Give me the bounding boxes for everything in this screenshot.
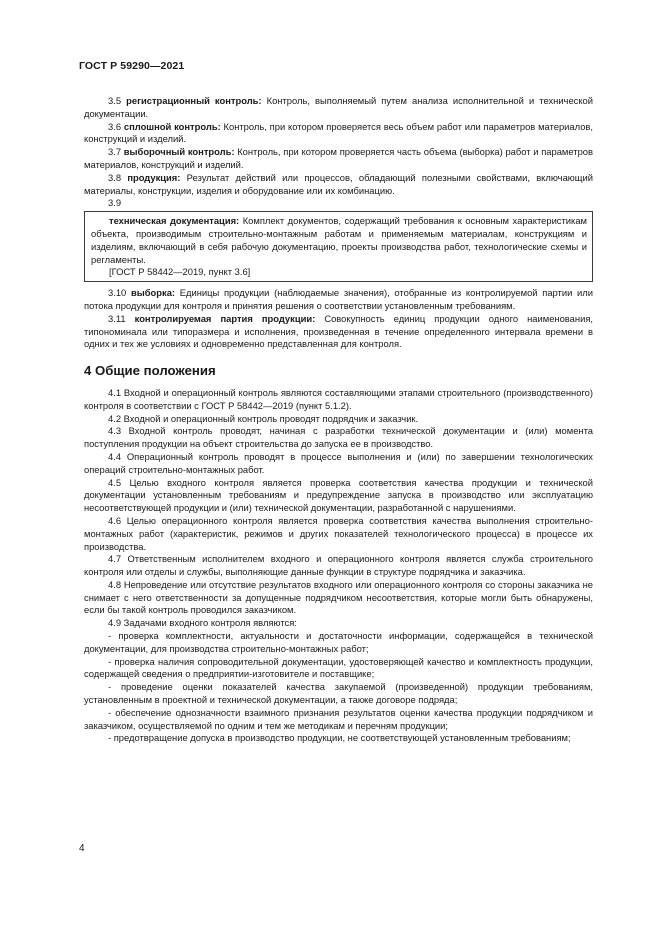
section-title: 4 Общие положения <box>84 363 216 379</box>
list-item: - проверка комплектности, актуальности и достаточности информации, содержащейся в технической документации, для производства строительно-монтажных работ; <box>84 630 593 654</box>
list-item: - предотвращение допуска в производство продукции, не соответствующей установленным требованиям; <box>108 732 571 744</box>
clause-3-7 <box>84 146 593 172</box>
clause-number: 3.10 <box>108 287 127 299</box>
clause-term: техническая документация: <box>109 215 240 227</box>
paragraph: 4.8 Непроведение или отсутствие результатов входного или операционного контроля со стороны заказчика не снимает с него ответственности за допущенные подрядчиком несоответствия, которые могли быть обнаружены, если бы такой контроль проводился заказчиком. <box>84 578 593 616</box>
quoted-definition-box <box>84 211 593 282</box>
clause-3-9 <box>91 215 587 266</box>
clause-term: выборка: <box>130 287 176 299</box>
clause-term: регистрационный контроль: <box>126 95 262 106</box>
clause-number: 3.5 <box>108 95 122 106</box>
clause-text: Комплект документов, содержащий требования к основным характеристикам объекта, производимым строительно-монтажным работам и применяемым материалам, конструкциям и изделиям, включающий в себя рабочую документацию, проекты производства работ, технологические схемы и регламенты. <box>91 215 587 265</box>
clause-3-9-number: 3.9 <box>108 197 122 209</box>
clause-term: контролируемая партия продукции: <box>134 312 316 324</box>
document-header: ГОСТ Р 59290—2021 <box>79 60 185 72</box>
clause-text: Контроль, при котором проверяется часть объема (выборка) работ и параметров материалов, конструкций и изделий. <box>84 146 593 170</box>
clause-text: Совокупность единиц продукции одного наименования, типономинала или типоразмера и исполнения, произведенная в течение определенного интервала времени в одних и тех же условиях и одновременно представленная для контроля. <box>84 312 593 350</box>
paragraph: 4.3 Входной контроль проводят, начиная с разработки технической документации и (или) момента поступления продукции на объект строительства до запуска ее в производство. <box>84 425 593 450</box>
clause-number: 3.11 <box>108 312 126 324</box>
clause-text: Результат действий или процессов, обладающий полезными свойствами, включающий материалы, конструкции, изделия и оборудование или их комбинацию. <box>84 171 593 196</box>
clause-text: Контроль, выполняемый путем анализа исполнительной и технической документации. <box>84 95 594 119</box>
clause-text: Контроль, при котором проверяется весь объем работ или параметров материалов, конструкций и изделий. <box>84 120 593 145</box>
source-reference: [ГОСТ Р 58442—2019, пункт 3.6] <box>109 266 251 278</box>
page-number: 4 <box>79 843 85 854</box>
clause-number: 3.8 <box>108 171 122 183</box>
clause-number: 3.7 <box>108 146 122 158</box>
clause-3-8 <box>84 172 593 198</box>
paragraph: 4.5 Целью входного контроля является проверка соответствия качества продукции и технической документации установленным требованиям и предупреждение запуска в производство или эксплуатацию несоответствующей продукции и (или) технической документации, разработанной с нарушениями. <box>84 476 593 514</box>
clause-term: сплошной контроль: <box>123 120 221 132</box>
paragraph: 4.9 Задачами входного контроля являются: <box>108 617 297 629</box>
clause-text: Единицы продукции (наблюдаемые значения), отобранные из контролируемой партии или потока продукции для контроля и принятия решения о соответствии установленным требованиям. <box>84 287 593 311</box>
clause-3-11 <box>84 313 593 351</box>
clause-term: выборочный контроль: <box>123 146 235 158</box>
paragraph: 4.6 Целью операционного контроля является проверка соответствия качества выполнения строительно-монтажных работ (характеристик, режимов и других показателей технологического процесса) в процессе их производства. <box>84 514 593 552</box>
clause-3-10 <box>84 287 593 313</box>
clause-term: продукция: <box>127 171 181 183</box>
paragraph: 4.7 Ответственным исполнителем входного и операционного контроля является служба строительного контроля или отделы и службы, выполняющие данные функции в структуре подрядчика и заказчика. <box>84 553 593 578</box>
list-item: - обеспечение однозначности взаимного признания результатов оценки качества продукции подрядчиком и заказчиком, осуществляемой по одним и тем же методикам и перечням продукции; <box>84 706 593 731</box>
clause-3-6 <box>84 121 593 147</box>
paragraph: 4.1 Входной и операционный контроль являются составляющими этапами строительного (производственного) контроля в соответствии с ГОСТ Р 58442—2019 (пункт 5.1.2). <box>84 386 593 411</box>
paragraph: 4.2 Входной и операционный контроль проводят подрядчик и заказчик. <box>108 412 419 424</box>
list-item: - проведение оценки показателей качества закупаемой (произведенной) продукции требованиям, установленным в проектной и технической документации, а также договоре подряда; <box>84 681 593 706</box>
clause-number: 3.6 <box>108 120 122 132</box>
list-item: - проверка наличия сопроводительной документации, удостоверяющей качество и комплектность продукции, содержащей сведения о предприятии-изготовителе и поставщике; <box>84 655 593 680</box>
clause-3-5 <box>84 95 593 121</box>
paragraph: 4.4 Операционный контроль проводят в процессе выполнения и (или) по завершении технологических операций строительно-монтажных работ. <box>84 450 593 475</box>
document-body <box>84 95 593 745</box>
